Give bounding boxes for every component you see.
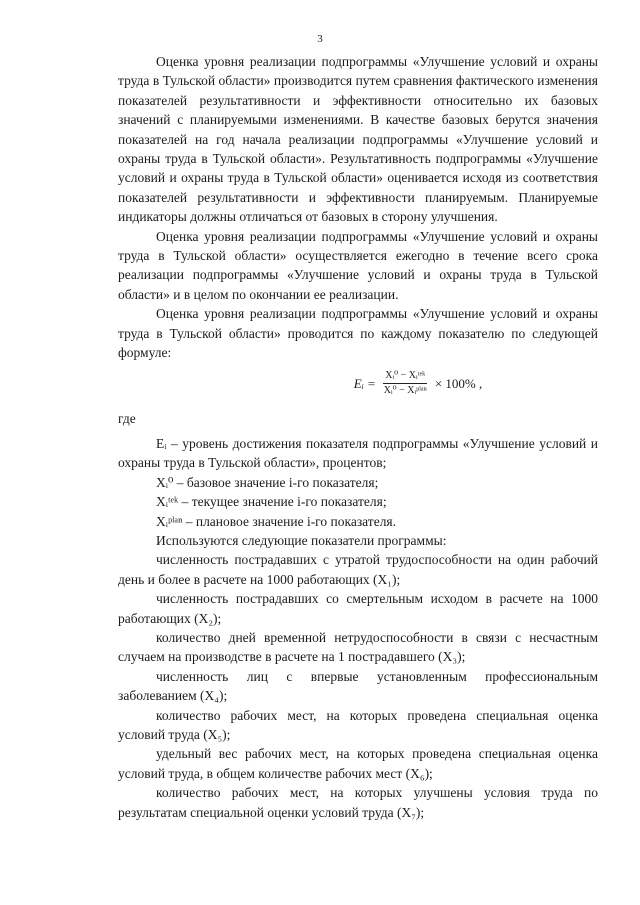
indicator-x6: удельный вес рабочих мест, на которых проведена специальная оценка условий труда, в общем количестве рабочих мест (X₆); <box>118 746 598 781</box>
formula <box>238 363 598 405</box>
definition-xplan: Xᵢᵖˡᵃⁿ – плановое значение i-го показателя. <box>156 513 397 529</box>
formula-numerator: Xᵢ⁰ − Xᵢᵗᵉᵏ <box>383 370 427 384</box>
indicator-x3: количество дней временной нетрудоспособности в связи с несчастным случаем на производстве в расчете на 1 пострадавшего (X₃); <box>118 629 598 665</box>
definition-x0: Xᵢ⁰ – базовое значение i-го показателя; <box>156 474 379 490</box>
indicator-x4: численность лиц с впервые установленным профессиональным заболеванием (X₄); <box>118 668 598 704</box>
formula-lhs: Eᵢ = <box>353 375 376 391</box>
paragraph-assessment-method: Оценка уровня реализации подпрограммы «Улучшение условий и охраны труда в Тульской области» производится путем сравнения фактического изменения показателей результативности и эффективности относительно их базовых значений с планируемыми изменениями. В качестве базовых берутся значения показателей на год начала реализации подпрограммы «Улучшение условий и охраны труда в Тульской области». Результативность подпрограммы «Улучшение условий и охраны труда в Тульской области» оценивается исходя из соответствия показателей результативности и эффективности планируемым. Планируемые индикаторы должны отличаться от базовых в сторону улучшения. <box>118 54 598 225</box>
definition-e <box>118 434 598 473</box>
indicator-x1: численность пострадавших с утратой трудоспособности на один рабочий день и более в расчете на 1000 работающих (X₁); <box>118 552 598 587</box>
paragraph-formula-intro: Оценка уровня реализации подпрограммы «Улучшение условий и охраны труда в Тульской области» проводится по каждому показателю по следующей формуле: <box>118 306 598 361</box>
definition-xtek: Xᵢᵗᵉᵏ – текущее значение i-го показателя; <box>156 494 387 510</box>
formula-rhs: × 100% , <box>434 375 483 391</box>
formula-denominator: Xᵢ⁰ − Xᵢᵖˡᵃⁿ <box>383 385 427 396</box>
formula-fraction <box>382 370 429 397</box>
paragraph-assessment-frequency: Оценка уровня реализации подпрограммы «Улучшение условий и охраны труда в Тульской области» осуществляется ежегодно в течение всего срока реализации подпрограммы «Улучшение условий и охраны труда в Тульской области» и в целом по окончании ее реализации. <box>118 228 598 302</box>
definition-e-cont: условий и охраны труда в Тульской области», процентов; <box>118 435 599 471</box>
where-label: где <box>118 410 136 426</box>
indicator-x7: количество рабочих мест, на которых улучшены условия труда по результатам специальной оценки условий труда (X₇); <box>118 785 598 820</box>
indicators-intro: Используются следующие показатели программы: <box>156 532 447 548</box>
indicator-x5: количество рабочих мест, на которых проведена специальная оценка условий труда (X₅); <box>118 707 598 742</box>
definition-e-first: Eᵢ – уровень достижения показателя подпрограммы «Улучшение <box>156 435 535 451</box>
indicator-x2: численность пострадавших со смертельным исходом в расчете на 1000 работающих (X₂); <box>118 591 598 626</box>
page-number: 3 <box>317 33 323 45</box>
